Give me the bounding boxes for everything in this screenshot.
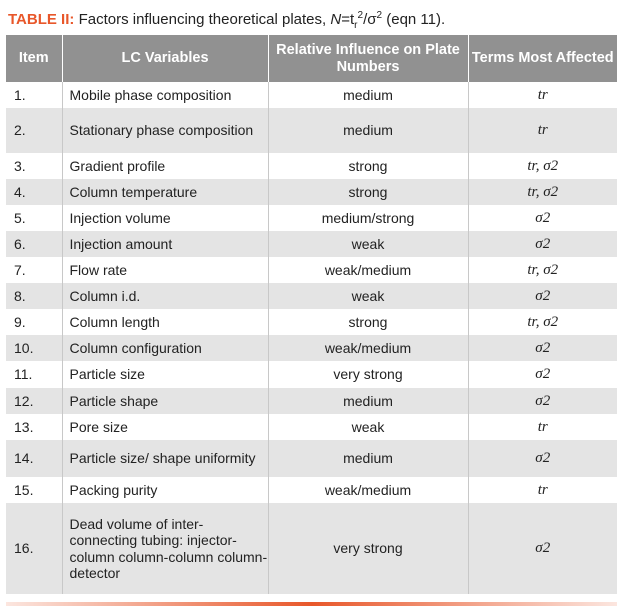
influence-cell: weak (268, 414, 468, 440)
formula-eq: =t (341, 11, 355, 28)
lc-variable-cell: Column temperature (62, 179, 268, 205)
column-header-terms-most-affected: Terms Most Affected (468, 35, 617, 82)
column-header-item: Item (6, 35, 62, 82)
formula-sub-r: r (354, 20, 358, 31)
item-cell: 15. (6, 477, 62, 503)
influence-cell: weak (268, 283, 468, 309)
influence-cell: weak/medium (268, 257, 468, 283)
lc-variable-cell: Column length (62, 309, 268, 335)
influence-cell: weak (268, 231, 468, 257)
item-cell: 5. (6, 205, 62, 231)
item-cell: 10. (6, 335, 62, 361)
influence-cell: medium (268, 108, 468, 153)
terms-cell: tr, σ2 (468, 179, 617, 205)
item-cell: 4. (6, 179, 62, 205)
table-label: TABLE II: (8, 11, 75, 28)
item-cell: 6. (6, 231, 62, 257)
lc-variable-cell: Pore size (62, 414, 268, 440)
item-cell: 9. (6, 309, 62, 335)
table-row (6, 257, 617, 283)
table-row (6, 179, 617, 205)
terms-cell: σ2 (535, 366, 551, 383)
terms-cell: tr, σ2 (527, 157, 559, 174)
table-row (6, 205, 617, 231)
formula-sup-2: 2 (357, 10, 364, 21)
table-row (6, 231, 617, 257)
influence-cell: weak/medium (268, 335, 468, 361)
terms-cell: σ2 (468, 503, 617, 594)
influence-cell: very strong (268, 361, 468, 388)
lc-variable-cell: Flow rate (62, 257, 268, 283)
table-row (6, 153, 617, 179)
table-row (6, 82, 617, 108)
terms-cell: σ2 (468, 231, 617, 257)
table-row (6, 440, 617, 477)
table-row (6, 414, 617, 440)
item-cell: 12. (6, 388, 62, 414)
caption-suffix: (eqn 11). (382, 11, 446, 28)
influence-cell: strong (268, 153, 468, 179)
item-cell: 1. (6, 82, 62, 108)
lc-variable-cell: Column i.d. (62, 283, 268, 309)
influence-cell: strong (268, 309, 468, 335)
influence-cell: strong (268, 179, 468, 205)
table-row (6, 477, 617, 503)
item-cell: 8. (6, 283, 62, 309)
item-cell: 2. (6, 108, 62, 153)
influence-cell: medium (268, 388, 468, 414)
lc-variable-cell: Stationary phase composition (62, 108, 268, 153)
item-cell: 16. (6, 503, 62, 594)
table-row (6, 108, 617, 153)
formula-n: N (330, 11, 342, 28)
influence-cell: medium (268, 440, 468, 477)
caption-text: Factors influencing theoretical plates, (78, 11, 331, 28)
formula-slash-sigma: /σ (363, 11, 377, 28)
influence-cell: medium (268, 82, 468, 108)
lc-variable-cell: Column configuration (62, 335, 268, 361)
formula-sup-2b: 2 (376, 10, 383, 21)
terms-cell: tr (537, 418, 548, 435)
item-cell: 14. (6, 440, 62, 477)
header-row (6, 35, 617, 82)
influence-cell: weak/medium (268, 477, 468, 503)
factors-table-wrap (6, 35, 617, 594)
table-caption (8, 6, 445, 36)
lc-variable-cell: Injection volume (62, 205, 268, 231)
terms-cell: σ2 (535, 209, 551, 226)
table-body (6, 82, 617, 594)
item-cell: 13. (6, 414, 62, 440)
terms-cell: σ2 (468, 335, 617, 361)
lc-variable-cell: Dead volume of inter-connecting tubing: injector-column column-column column-detector (62, 503, 268, 594)
terms-cell: tr, σ2 (527, 313, 559, 330)
lc-variable-cell: Particle shape (62, 388, 268, 414)
terms-cell: tr (537, 481, 548, 498)
item-cell: 7. (6, 257, 62, 283)
item-cell: 3. (6, 153, 62, 179)
lc-variable-cell: Mobile phase composition (62, 82, 268, 108)
table-row (6, 309, 617, 335)
item-cell: 11. (6, 361, 62, 388)
table-row (6, 335, 617, 361)
bottom-rule (6, 602, 617, 606)
table-row (6, 361, 617, 388)
terms-cell: σ2 (468, 440, 617, 477)
table-row (6, 388, 617, 414)
column-header-relative-influence: Relative Influence on Plate Numbers (268, 35, 468, 82)
table-row (6, 283, 617, 309)
lc-variable-cell: Gradient profile (62, 153, 268, 179)
terms-cell: tr (537, 86, 548, 103)
lc-variable-cell: Particle size/ shape uniformity (62, 440, 268, 477)
table-row (6, 503, 617, 594)
lc-variable-cell: Packing purity (62, 477, 268, 503)
terms-cell: tr, σ2 (527, 261, 559, 278)
influence-cell: medium/strong (268, 205, 468, 231)
column-header-lc-variables: LC Variables (62, 35, 268, 82)
lc-variable-cell: Particle size (62, 361, 268, 388)
terms-cell: σ2 (468, 283, 617, 309)
factors-table (6, 35, 617, 594)
lc-variable-cell: Injection amount (62, 231, 268, 257)
terms-cell: σ2 (468, 388, 617, 414)
influence-cell: very strong (268, 503, 468, 594)
terms-cell: tr (468, 108, 617, 153)
